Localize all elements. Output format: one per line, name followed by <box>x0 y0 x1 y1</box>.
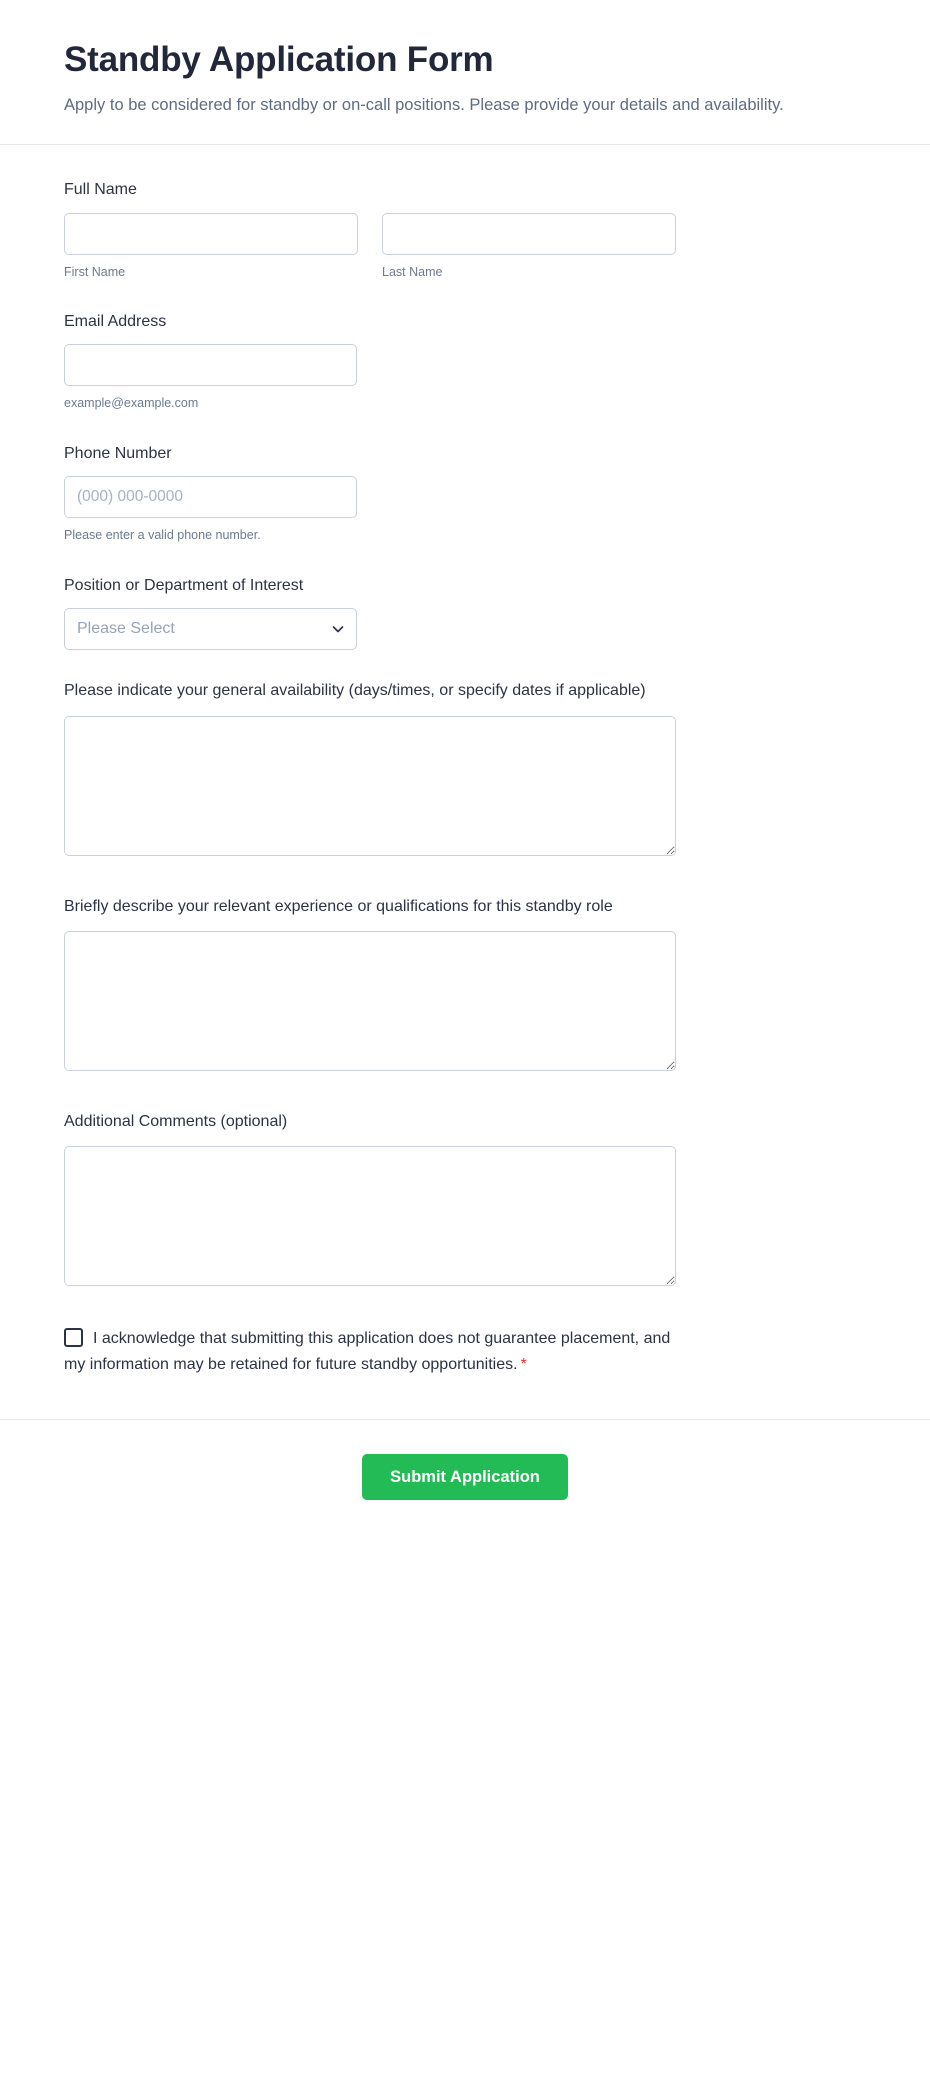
form-header <box>0 0 930 144</box>
field-comments <box>64 1111 866 1286</box>
page-title: Standby Application Form <box>64 40 494 79</box>
last-name-col <box>382 213 676 282</box>
field-position <box>64 575 866 650</box>
form-body <box>0 145 930 1418</box>
comments-label: Additional Comments (optional) <box>64 1113 288 1130</box>
phone-input[interactable] <box>64 476 357 518</box>
field-email <box>64 311 866 413</box>
full-name-label: Full Name <box>64 181 137 199</box>
last-name-sublabel: Last Name <box>382 264 443 279</box>
required-asterisk: * <box>520 1356 527 1374</box>
phone-hint: Please enter a valid phone number. <box>64 528 261 543</box>
position-select[interactable] <box>64 608 357 650</box>
phone-label: Phone Number <box>64 444 172 462</box>
submit-application-button[interactable]: Submit Application <box>362 1454 568 1501</box>
page-subtitle: Apply to be considered for standby or on-call positions. Please provide your details and availability. <box>64 95 784 114</box>
email-hint: example@example.com <box>64 396 199 411</box>
full-name-row <box>64 213 866 282</box>
acknowledgement-row <box>64 1326 684 1378</box>
acknowledgement-label: I acknowledge that submitting this application does not guarantee placement, and my information may be retained for future standby opportunities. <box>64 1330 671 1374</box>
email-input[interactable] <box>64 344 357 386</box>
field-full-name <box>64 179 866 281</box>
position-select-value[interactable]: Please Select <box>64 608 357 650</box>
first-name-col <box>64 213 358 282</box>
first-name-sublabel: First Name <box>64 264 126 279</box>
first-name-input[interactable] <box>64 213 358 255</box>
field-phone <box>64 443 866 545</box>
availability-label: Please indicate your general availability (days/times, or specify dates if applicable) <box>64 682 646 700</box>
last-name-input[interactable] <box>382 213 676 255</box>
field-acknowledgement <box>64 1326 866 1418</box>
availability-textarea[interactable] <box>64 716 676 856</box>
field-experience <box>64 896 866 1071</box>
comments-textarea[interactable] <box>64 1146 676 1286</box>
field-availability <box>64 680 866 855</box>
form-footer <box>0 1420 930 1555</box>
experience-label: Briefly describe your relevant experience or qualifications for this standby role <box>64 897 613 915</box>
email-label: Email Address <box>64 313 167 331</box>
position-label: Position or Department of Interest <box>64 576 304 594</box>
acknowledgement-checkbox[interactable] <box>64 1328 83 1347</box>
experience-textarea[interactable] <box>64 931 676 1071</box>
